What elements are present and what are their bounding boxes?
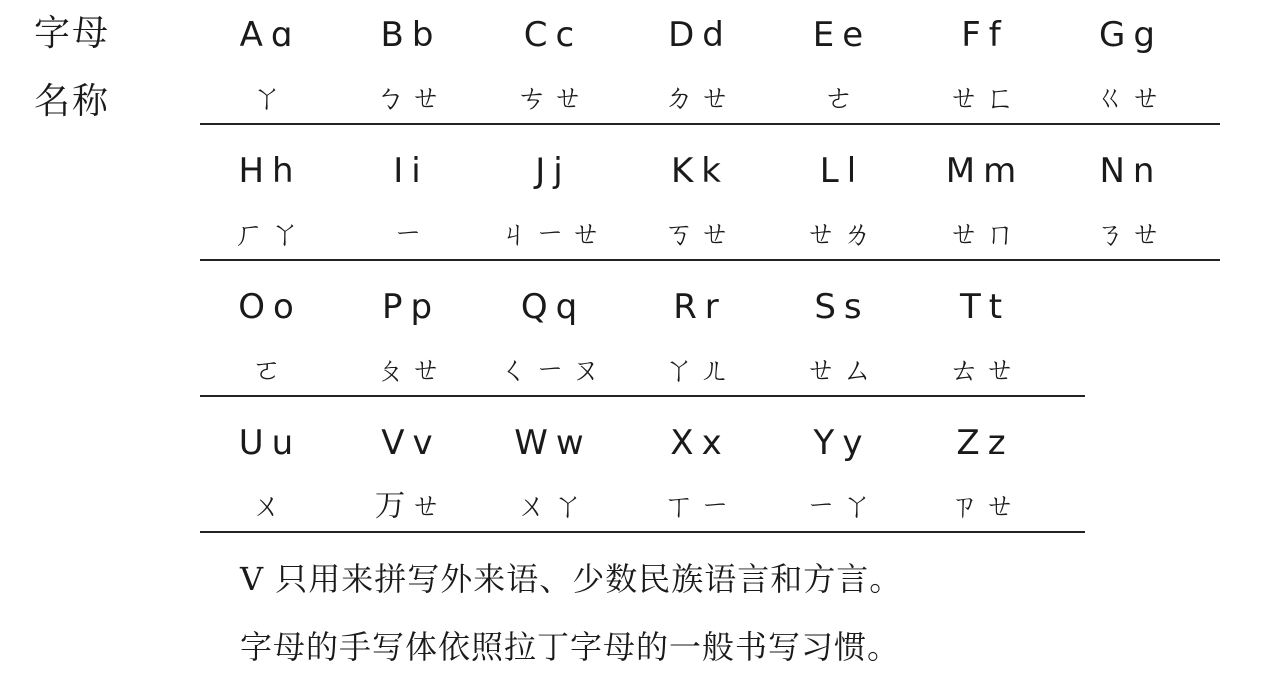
letter-name-zhuyin: ㄘㄝ bbox=[517, 81, 589, 116]
latin-letter: Jj bbox=[535, 151, 571, 191]
latin-letter: Kk bbox=[671, 151, 729, 191]
latin-letter: Pp bbox=[381, 287, 441, 327]
latin-letter: Uu bbox=[238, 423, 302, 463]
letter-name-zhuyin: ㄏㄚ bbox=[234, 217, 306, 252]
latin-letter: Mm bbox=[945, 151, 1025, 191]
letter-name-zhuyin: ㄚ bbox=[252, 81, 288, 116]
letter-name-zhuyin: ㄍㄝ bbox=[1095, 81, 1167, 116]
letter-name-zhuyin: ㄧ bbox=[393, 217, 429, 252]
row-divider bbox=[200, 531, 1085, 533]
alphabet-row bbox=[0, 0, 1272, 136]
letter-name-zhuyin: ㄗㄝ bbox=[949, 489, 1021, 524]
latin-letter: Ll bbox=[819, 151, 865, 191]
alphabet-row bbox=[0, 408, 1272, 544]
latin-letter: Hh bbox=[238, 151, 302, 191]
latin-letter: Ff bbox=[961, 15, 1009, 55]
letter-name-zhuyin: ㄊㄝ bbox=[949, 353, 1021, 388]
latin-letter: Ee bbox=[812, 15, 872, 55]
letter-name-zhuyin: ㄨㄚ bbox=[517, 489, 589, 524]
latin-letter: Bb bbox=[380, 15, 442, 55]
letter-name-zhuyin: ㄚㄦ bbox=[664, 353, 736, 388]
latin-letter: Yy bbox=[813, 423, 871, 463]
latin-letter: Oo bbox=[238, 287, 302, 327]
latin-letter: Rr bbox=[673, 287, 727, 327]
letter-name-zhuyin: ㄝㄙ bbox=[806, 353, 878, 388]
latin-letter: Cc bbox=[523, 15, 583, 55]
letter-name-zhuyin: ㄑㄧㄡ bbox=[499, 353, 607, 388]
letter-name-zhuyin: ㄛ bbox=[252, 353, 288, 388]
letter-name-zhuyin: ㄝㄇ bbox=[949, 217, 1021, 252]
letter-name-zhuyin: ㄝㄈ bbox=[949, 81, 1021, 116]
alphabet-row bbox=[0, 272, 1272, 408]
row-divider bbox=[200, 123, 1220, 125]
letter-name-zhuyin: ㄧㄚ bbox=[806, 489, 878, 524]
latin-letter: Aɑ bbox=[239, 15, 301, 55]
letter-name-zhuyin: ㄆㄝ bbox=[375, 353, 447, 388]
letter-name-zhuyin: ㄝㄌ bbox=[806, 217, 878, 252]
letter-name-zhuyin: ㄐㄧㄝ bbox=[499, 217, 607, 252]
name-row-label: 名称 bbox=[34, 81, 111, 122]
latin-letter: Ss bbox=[814, 287, 870, 327]
letter-name-zhuyin: ㄨ bbox=[252, 489, 288, 524]
letter-name-zhuyin: ㄅㄝ bbox=[375, 81, 447, 116]
latin-letter: Dd bbox=[668, 15, 732, 55]
letter-name-zhuyin: ㄒㄧ bbox=[664, 489, 736, 524]
latin-letter: Tt bbox=[959, 287, 1011, 327]
letter-row-label: 字母 bbox=[34, 13, 111, 54]
note-handwriting: 字母的手写体依照拉丁字母的一般书写习惯。 bbox=[240, 628, 901, 666]
letter-name-zhuyin: ㄜ bbox=[824, 81, 860, 116]
latin-letter: Ww bbox=[514, 423, 592, 463]
row-divider bbox=[200, 395, 1085, 397]
letter-name-zhuyin: ㄪㄝ bbox=[375, 489, 447, 524]
note-v-usage: V 只用来拼写外来语、少数民族语言和方言。 bbox=[240, 560, 903, 598]
latin-letter: Ii bbox=[393, 151, 429, 191]
latin-letter: Vv bbox=[381, 423, 441, 463]
row-divider bbox=[200, 259, 1220, 261]
latin-letter: Gg bbox=[1099, 15, 1163, 55]
latin-letter: Zz bbox=[956, 423, 1014, 463]
latin-letter: Xx bbox=[670, 423, 730, 463]
alphabet-row bbox=[0, 136, 1272, 272]
latin-letter: Nn bbox=[1099, 151, 1163, 191]
letter-name-zhuyin: ㄎㄝ bbox=[664, 217, 736, 252]
latin-letter: Qq bbox=[520, 287, 586, 327]
letter-name-zhuyin: ㄋㄝ bbox=[1095, 217, 1167, 252]
letter-name-zhuyin: ㄉㄝ bbox=[664, 81, 736, 116]
